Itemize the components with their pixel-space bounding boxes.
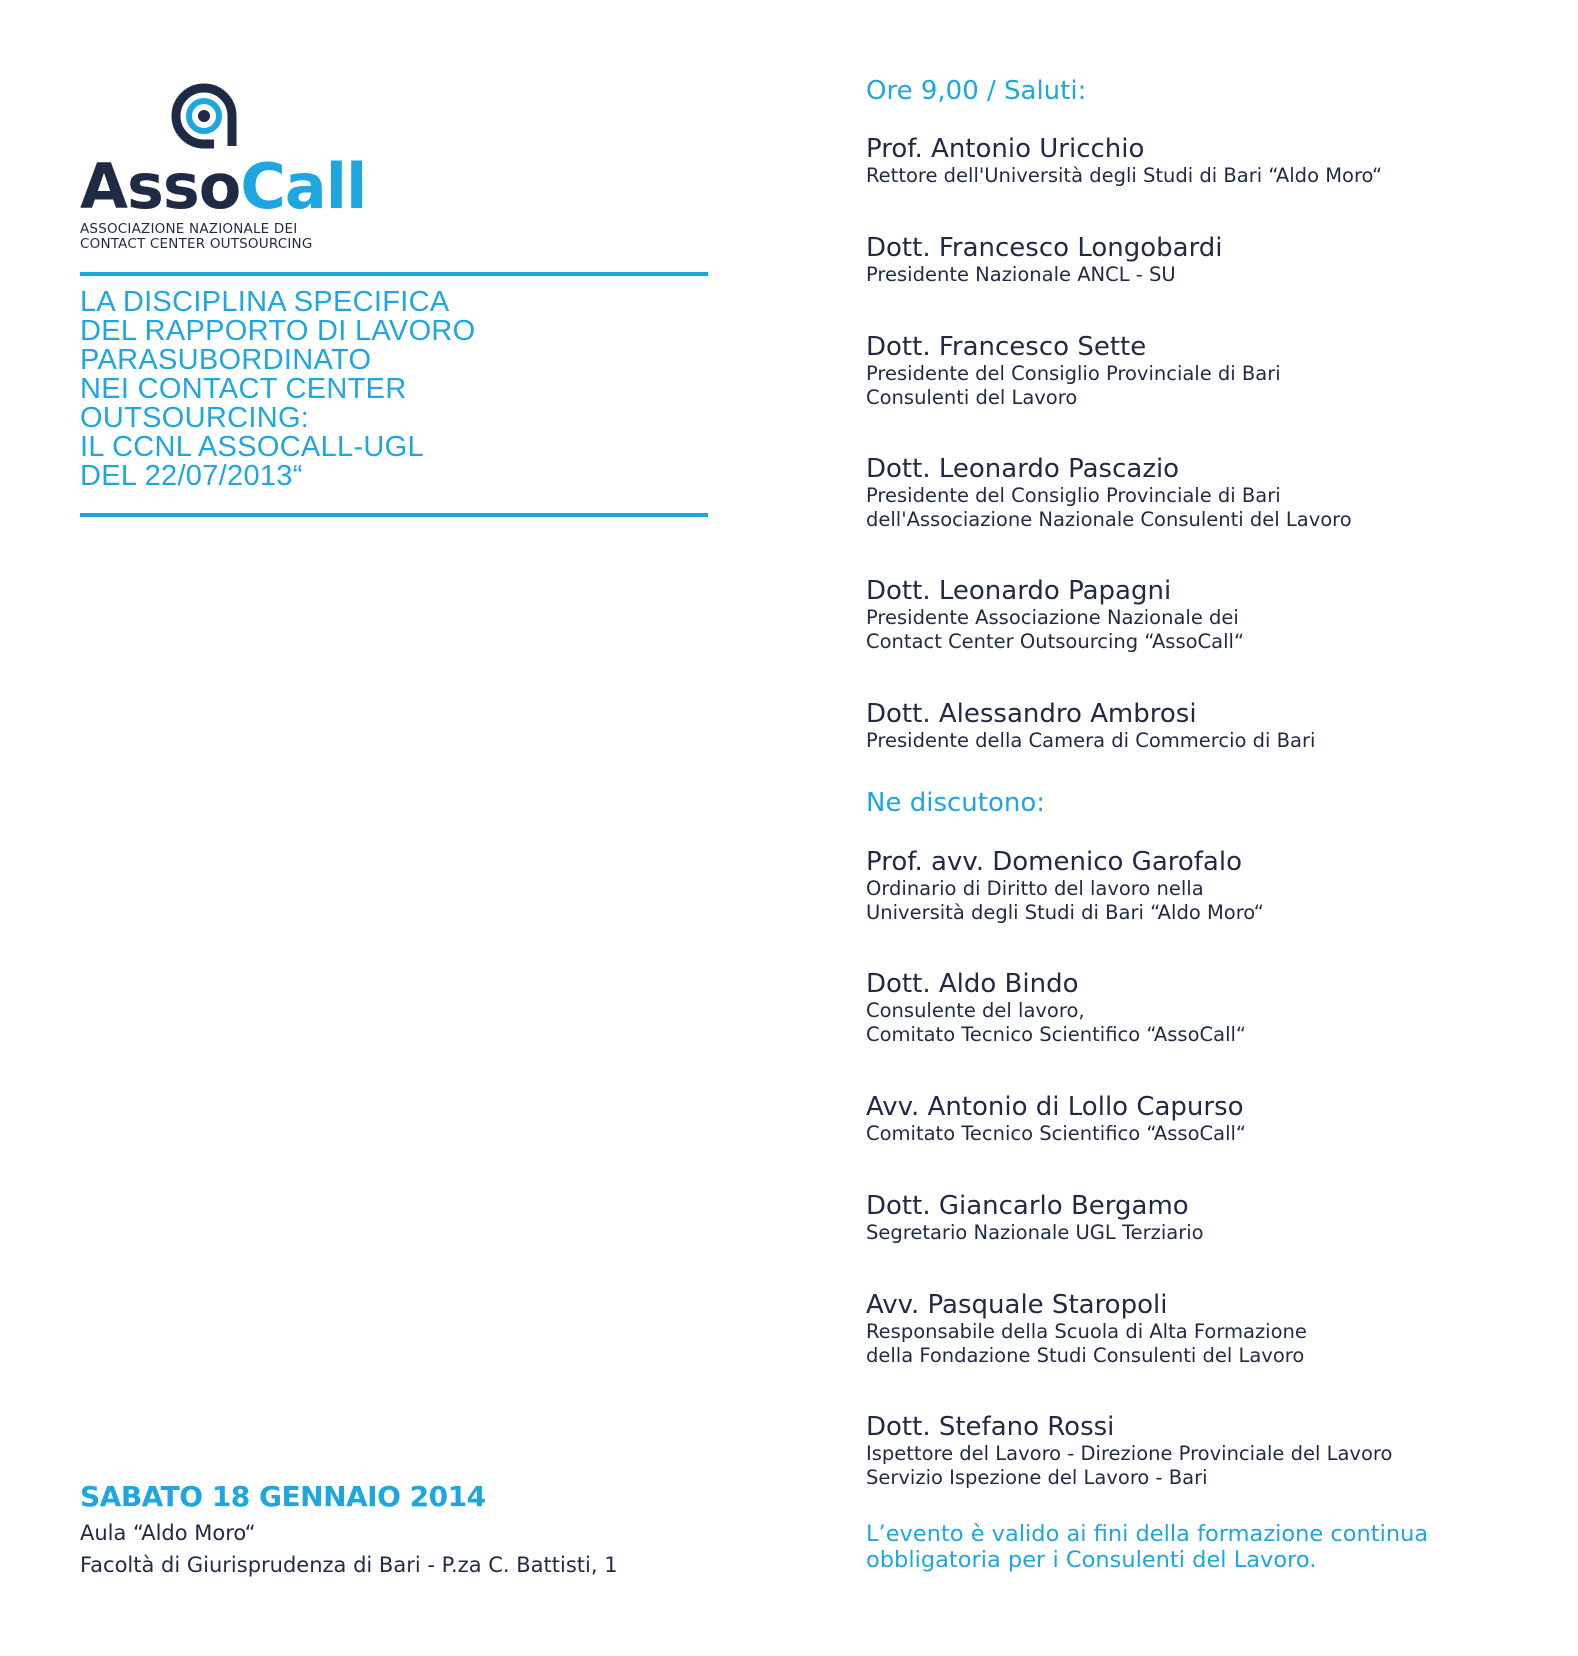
speaker-role: Presidente del Consiglio Provinciale di Bari [866, 484, 1281, 507]
event-address: Facoltà di Giurisprudenza di Bari - P.za C. Battisti, 1 [80, 1553, 618, 1577]
title-top-divider [80, 272, 708, 276]
speaker-role: Consulente del lavoro, [866, 999, 1085, 1022]
speaker-name: Dott. Francesco Sette [866, 332, 1147, 362]
speaker-role: dell'Associazione Nazionale Consulenti del Lavoro [866, 508, 1352, 531]
speaker-role: Comitato Tecnico Scientifico “AssoCall“ [866, 1023, 1247, 1046]
speaker-entry [866, 233, 1223, 287]
speaker-entry [866, 454, 1352, 532]
speaker-entry [866, 847, 1264, 925]
speaker-role: Responsabile della Scuola di Alta Formazione [866, 1320, 1307, 1343]
logo-wordmark-part1: Asso [80, 150, 241, 223]
logo-wordmark [80, 150, 367, 223]
logo-subtitle [80, 222, 313, 252]
speaker-role: Rettore dell'Università degli Studi di Bari “Aldo Moro“ [866, 164, 1383, 187]
speaker-entry [866, 1092, 1246, 1146]
speaker-entry [866, 332, 1281, 410]
speaker-role: Presidente Nazionale ANCL - SU [866, 263, 1176, 286]
event-title-line: DEL 22/07/2013“ [80, 460, 303, 492]
logo-subtitle-line: ASSOCIAZIONE NAZIONALE DEI [80, 221, 298, 237]
speaker-entry [866, 1412, 1392, 1490]
speaker-name: Dott. Alessandro Ambrosi [866, 699, 1197, 729]
speaker-role: Servizio Ispezione del Lavoro - Bari [866, 1466, 1208, 1489]
speaker-name: Prof. Antonio Uricchio [866, 134, 1145, 164]
note-line: obbligatoria per i Consulenti del Lavoro. [866, 1547, 1317, 1573]
speaker-name: Dott. Giancarlo Bergamo [866, 1191, 1189, 1221]
logo-subtitle-line: CONTACT CENTER OUTSOURCING [80, 236, 313, 252]
speaker-name: Dott. Leonardo Pascazio [866, 454, 1180, 484]
title-bottom-divider [80, 513, 708, 517]
speaker-name: Prof. avv. Domenico Garofalo [866, 847, 1242, 877]
event-details [80, 1480, 618, 1577]
section-heading-discussion: Ne discutono: [866, 788, 1046, 818]
speaker-role: della Fondazione Studi Consulenti del Lavoro [866, 1344, 1305, 1367]
speaker-name: Dott. Leonardo Papagni [866, 576, 1172, 606]
speaker-role: Ispettore del Lavoro - Direzione Provinciale del Lavoro [866, 1442, 1393, 1465]
speaker-name: Avv. Pasquale Staropoli [866, 1290, 1168, 1320]
note-line: L’evento è valido ai fini della formazione continua [866, 1521, 1429, 1547]
training-credit-note [866, 1521, 1428, 1573]
speaker-entry [866, 1290, 1307, 1368]
speaker-entry [866, 699, 1315, 753]
speaker-role: Ordinario di Diritto del lavoro nella [866, 877, 1204, 900]
speaker-entry [866, 969, 1246, 1047]
speaker-role: Segretario Nazionale UGL Terziario [866, 1221, 1204, 1244]
logo-wordmark-part2: Call [240, 150, 367, 223]
event-title-line: NEI CONTACT CENTER [80, 373, 407, 405]
event-title-line: DEL RAPPORTO DI LAVORO [80, 315, 476, 347]
speaker-role: Contact Center Outsourcing “AssoCall“ [866, 630, 1245, 653]
speaker-entry [866, 134, 1382, 188]
speaker-role: Università degli Studi di Bari “Aldo Moro“ [866, 901, 1264, 924]
speaker-name: Avv. Antonio di Lollo Capurso [866, 1092, 1244, 1122]
speaker-name: Dott. Aldo Bindo [866, 969, 1079, 999]
event-title-line: IL CCNL ASSOCALL-UGL [80, 431, 424, 463]
event-title-line: PARASUBORDINATO [80, 344, 372, 376]
speaker-role: Presidente Associazione Nazionale dei [866, 606, 1239, 629]
event-title-line: LA DISCIPLINA SPECIFICA [80, 286, 450, 318]
event-title [80, 288, 476, 491]
event-date: SABATO 18 GENNAIO 2014 [80, 1480, 486, 1513]
speaker-entry [866, 1191, 1204, 1245]
at-sign-logo-icon [166, 78, 242, 150]
speaker-role: Presidente del Consiglio Provinciale di Bari [866, 362, 1281, 385]
speaker-role: Comitato Tecnico Scientifico “AssoCall“ [866, 1122, 1247, 1145]
speaker-name: Dott. Francesco Longobardi [866, 233, 1223, 263]
section-heading-greetings: Ore 9,00 / Saluti: [866, 76, 1087, 106]
speaker-entry [866, 576, 1244, 654]
event-title-line: OUTSOURCING: [80, 402, 310, 434]
event-room: Aula “Aldo Moro“ [80, 1521, 256, 1545]
speaker-role: Consulenti del Lavoro [866, 386, 1078, 409]
speaker-role: Presidente della Camera di Commercio di Bari [866, 729, 1316, 752]
speaker-name: Dott. Stefano Rossi [866, 1412, 1115, 1442]
